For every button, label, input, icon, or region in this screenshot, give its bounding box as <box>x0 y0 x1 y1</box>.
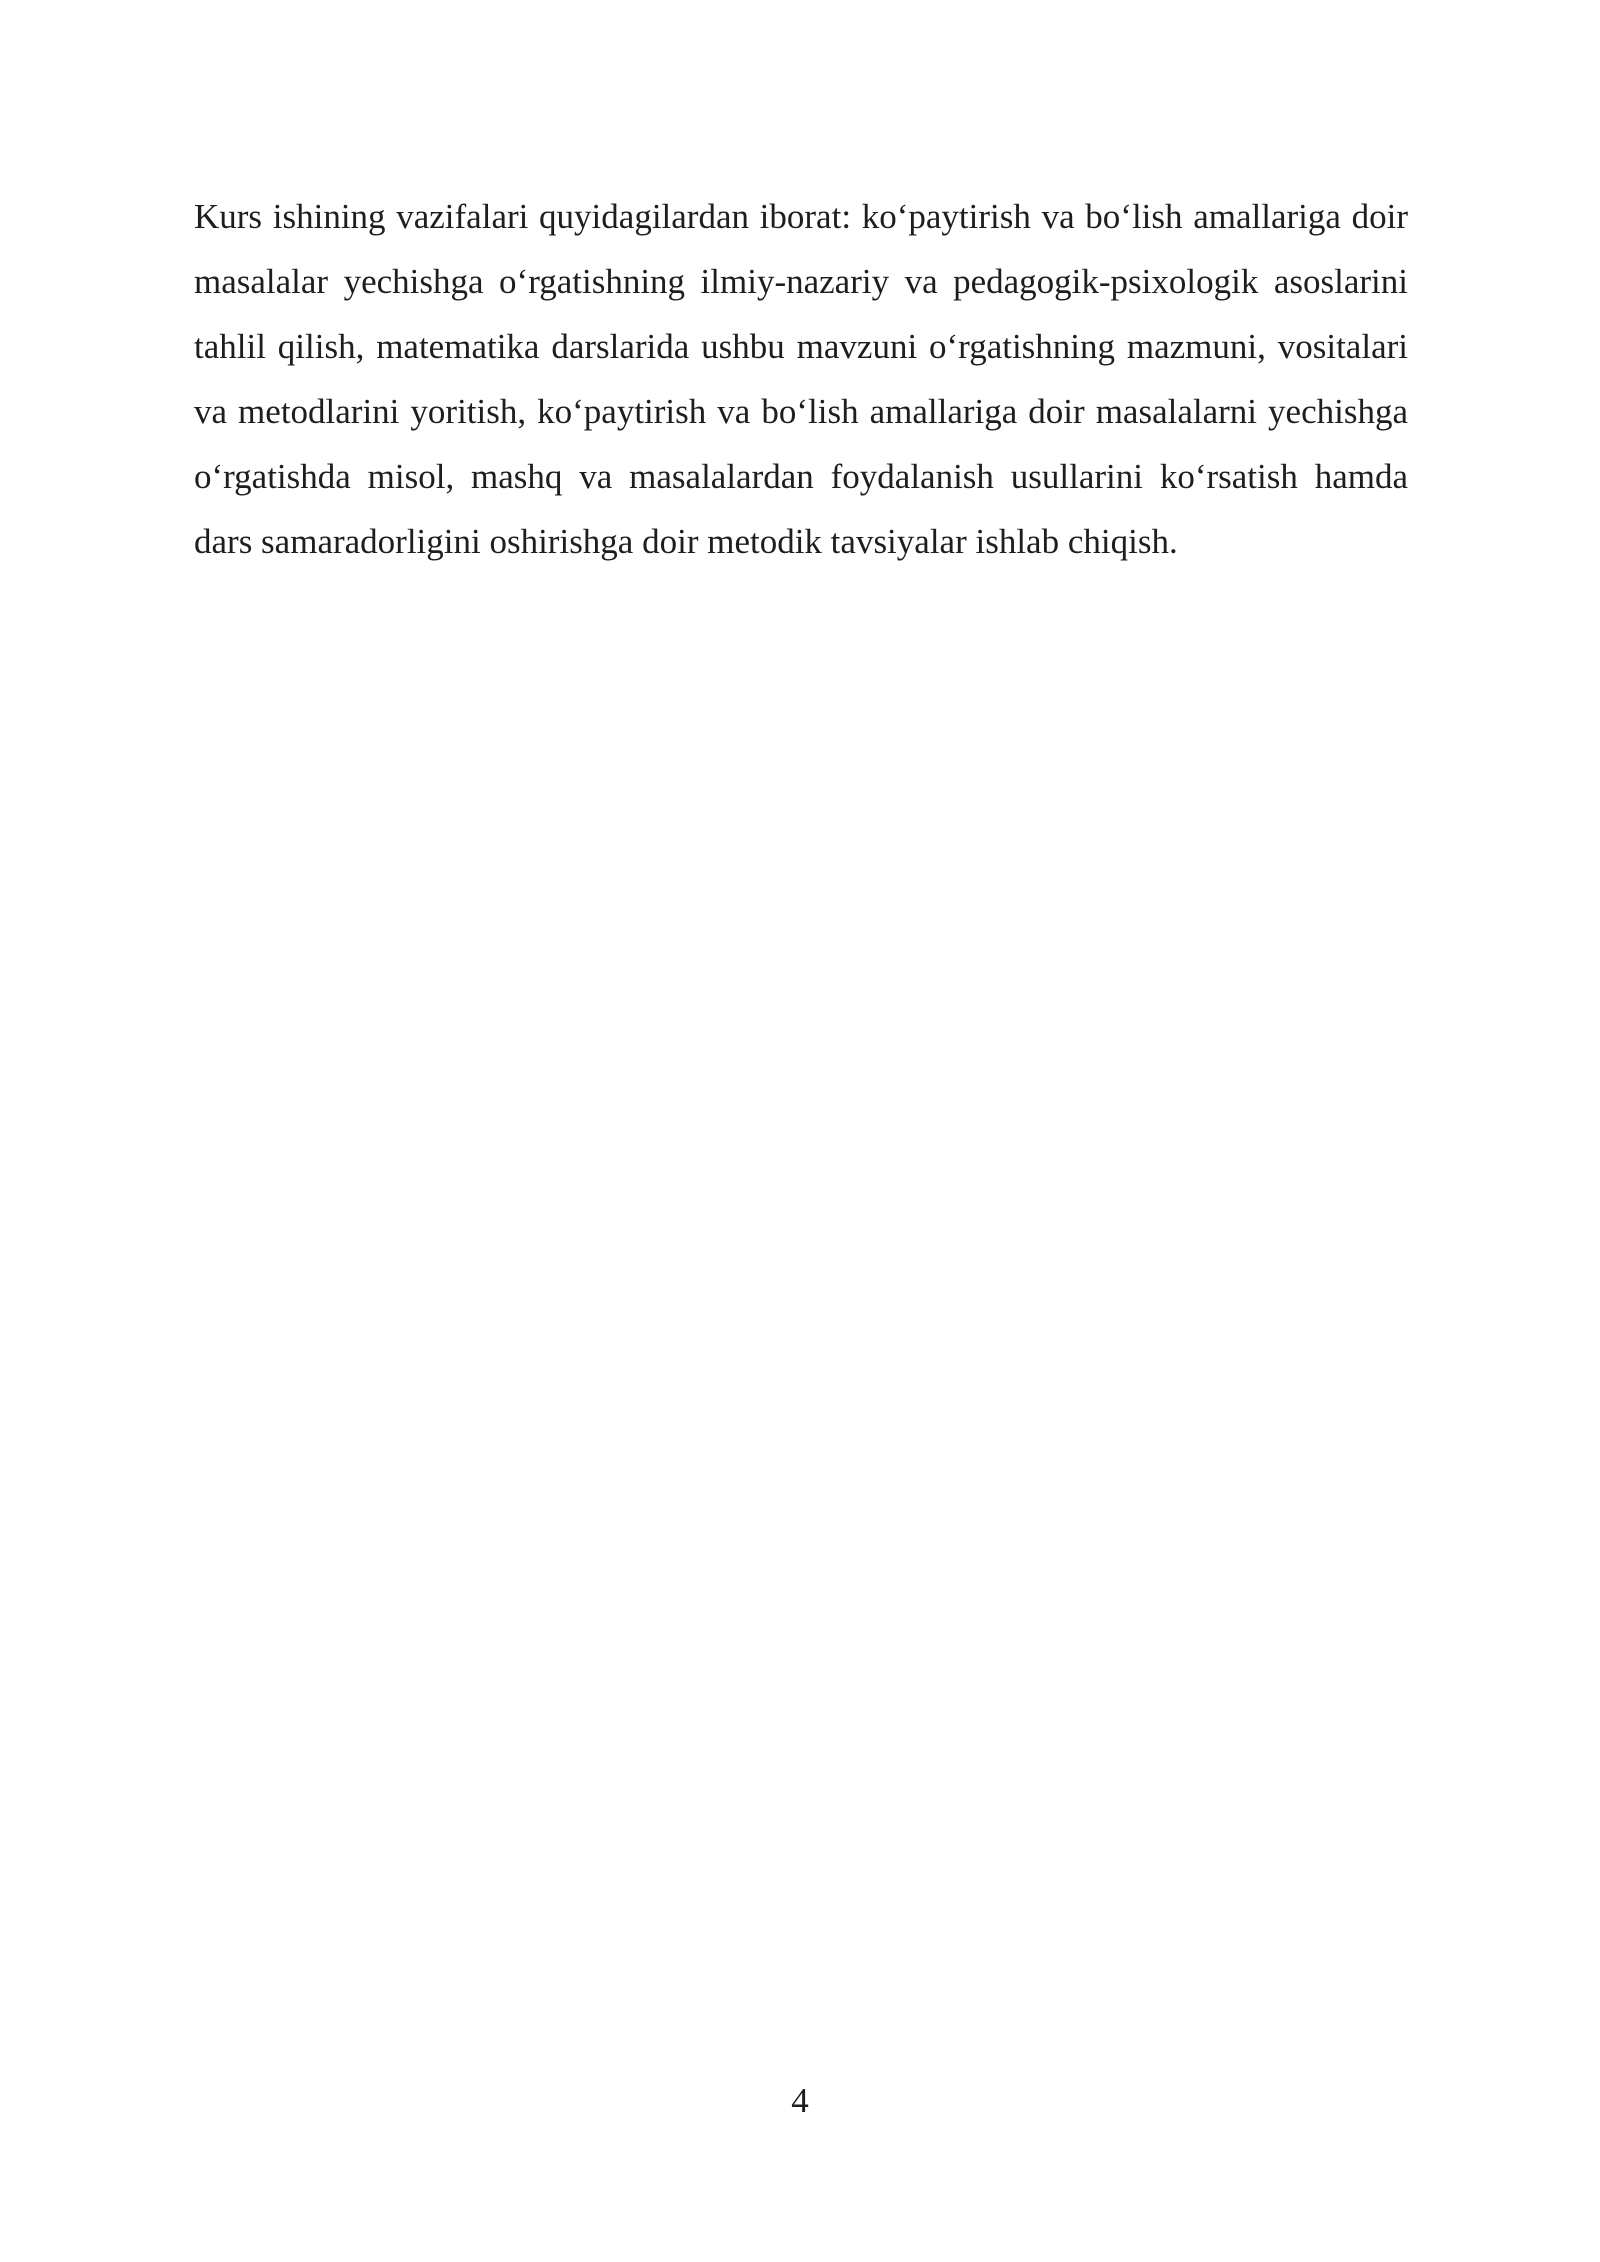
page-number: 4 <box>791 2081 809 2120</box>
body-paragraph: Kurs ishining vazifalari quyidagilardan iborat: ko‘paytirish va bo‘lish amallariga doir masalalar yechishga o‘rgatishning ilmiy-nazariy va pedagogik-psixologik asoslarini tahlil qilish, matematika darslarida ushbu mavzuni o‘rgatishning mazmuni, vositalari va metodlarini yoritish, ko‘paytirish va bo‘lish amallariga doir masalalarni yechishga o‘rgatishda misol, mashq va masalalardan foydalanish usullarini ko‘rsatish hamda dars samaradorligini oshirishga doir metodik tavsiyalar ishlab chiqish. <box>194 197 1408 561</box>
